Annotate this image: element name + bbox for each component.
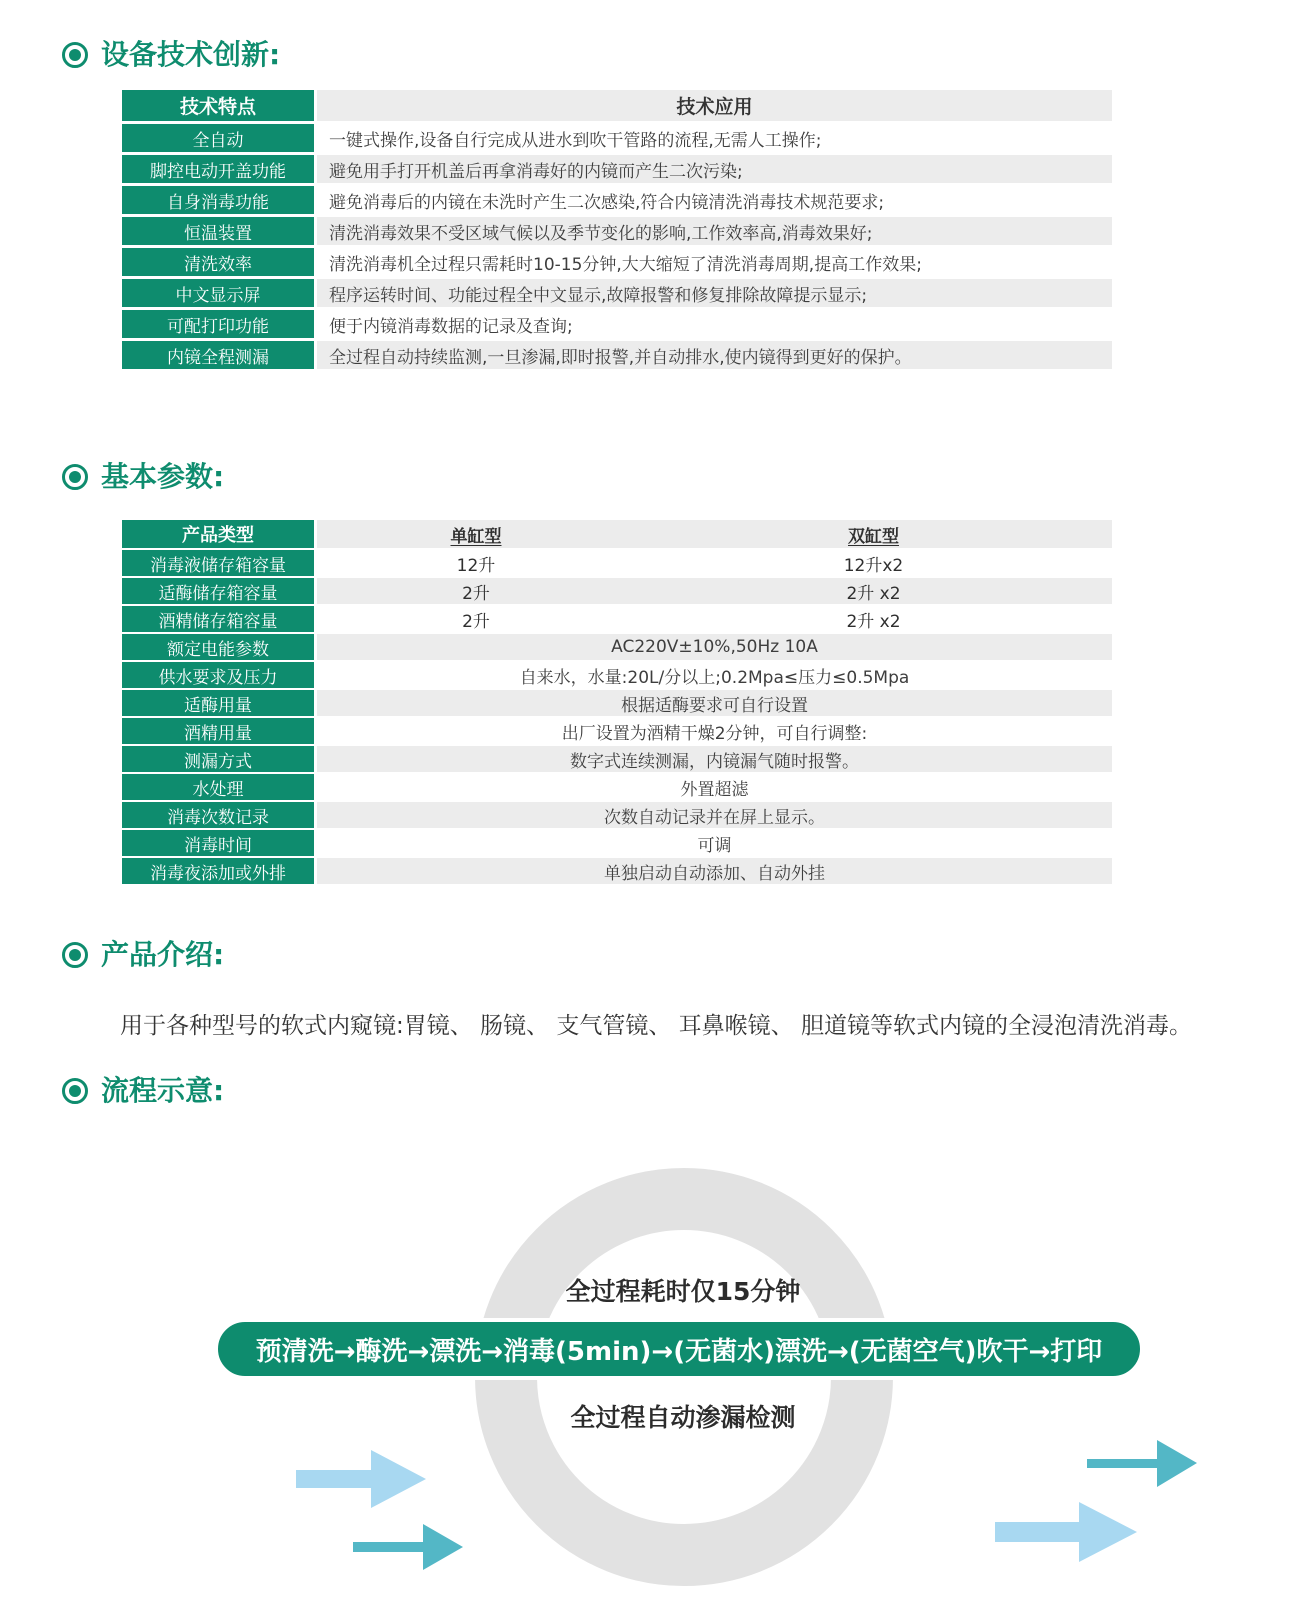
application-header-cell: 技术应用 <box>317 90 1112 121</box>
application-cell: 便于内镜消毒数据的记录及查询; <box>317 310 1112 338</box>
section-bullet-icon <box>62 1078 88 1104</box>
shared-value-cell: 自来水，水量:20L/分以上;0.2Mpa≤压力≤0.5Mpa <box>519 667 910 688</box>
single-tank-header-cell: 单缸型 <box>450 526 502 547</box>
parameter-row <box>122 634 1112 660</box>
application-cell: 避免消毒后的内镜在未洗时产生二次感染,符合内镜清洗消毒技术规范要求; <box>317 186 1112 214</box>
application-cell: 一键式操作,设备自行完成从进水到吹干管路的流程,无需人工操作; <box>317 124 1112 152</box>
parameter-values <box>317 718 1112 744</box>
parameter-label-cell: 测漏方式 <box>122 746 314 772</box>
parameters-table-header <box>122 520 1112 548</box>
section-heading-process <box>62 1076 224 1107</box>
section-bullet-icon <box>62 464 88 490</box>
innovation-row <box>122 155 1112 183</box>
parameter-row <box>122 830 1112 856</box>
feature-cell: 自身消毒功能 <box>122 186 314 214</box>
feature-header-cell: 技术特点 <box>122 90 314 121</box>
section-title-innovation: 设备技术创新: <box>101 38 281 71</box>
parameter-row <box>122 606 1112 632</box>
parameter-row <box>122 550 1112 576</box>
application-cell: 清洗消毒效果不受区域气候以及季节变化的影响,工作效率高,消毒效果好; <box>317 217 1112 245</box>
parameter-row <box>122 662 1112 688</box>
shared-value-cell: 根据适酶要求可自行设置 <box>621 695 808 716</box>
shared-value-cell: 次数自动记录并在屏上显示。 <box>604 807 825 828</box>
shared-value-cell: AC220V±10%,50Hz 10A <box>611 637 818 657</box>
arrow-right-icon <box>296 1450 426 1508</box>
feature-cell: 脚控电动开盖功能 <box>122 155 314 183</box>
double-tank-value-cell: 2升 x2 <box>846 611 901 632</box>
parameter-label-cell: 适酶储存箱容量 <box>122 578 314 604</box>
parameter-values <box>317 802 1112 828</box>
parameter-label-cell: 消毒时间 <box>122 830 314 856</box>
parameter-label-cell: 酒精储存箱容量 <box>122 606 314 632</box>
innovation-row <box>122 124 1112 152</box>
process-leak-detection-text: 全过程自动渗漏检测 <box>570 1403 796 1432</box>
parameter-row <box>122 858 1112 884</box>
shared-value-cell: 外置超滤 <box>680 779 749 800</box>
double-tank-value-cell: 12升x2 <box>843 555 904 576</box>
process-duration-text: 全过程耗时仅15分钟 <box>565 1277 801 1306</box>
feature-cell: 清洗效率 <box>122 248 314 276</box>
parameter-values <box>317 634 1112 660</box>
double-tank-header-cell: 双缸型 <box>848 526 899 547</box>
parameter-label-cell: 额定电能参数 <box>122 634 314 660</box>
parameters-header-values <box>317 520 1112 548</box>
arrow-right-icon <box>1087 1440 1197 1487</box>
shared-value-cell: 出厂设置为酒精干燥2分钟，可自行调整: <box>561 723 868 744</box>
parameter-values <box>317 578 1112 604</box>
feature-cell: 恒温装置 <box>122 217 314 245</box>
shared-value-cell: 可调 <box>697 835 732 856</box>
application-cell: 避免用手打开机盖后再拿消毒好的内镜而产生二次污染; <box>317 155 1112 183</box>
parameter-label-cell: 酒精用量 <box>122 718 314 744</box>
section-heading-innovation <box>62 40 280 71</box>
parameter-row <box>122 802 1112 828</box>
parameter-label-cell: 适酶用量 <box>122 690 314 716</box>
parameter-values <box>317 550 1112 576</box>
process-steps-banner: 预清洗→酶洗→漂洗→消毒(5min)→(无菌水)漂洗→(无菌空气)吹干→打印 <box>214 1318 1144 1380</box>
application-cell: 清洗消毒机全过程只需耗时10-15分钟,大大缩短了清洗消毒周期,提高工作效果; <box>317 248 1112 276</box>
parameter-values <box>317 746 1112 772</box>
parameter-label-cell: 消毒夜添加或外排 <box>122 858 314 884</box>
parameter-values <box>317 662 1112 688</box>
application-cell: 全过程自动持续监测,一旦渗漏,即时报警,并自动排水,使内镜得到更好的保护。 <box>317 341 1112 369</box>
single-tank-value-cell: 2升 <box>462 583 490 604</box>
section-heading-introduction <box>62 940 224 971</box>
section-title-process: 流程示意: <box>101 1074 225 1107</box>
parameter-row <box>122 746 1112 772</box>
double-tank-value-cell: 2升 x2 <box>846 583 901 604</box>
parameters-table-rows <box>122 550 1112 884</box>
innovation-row <box>122 341 1112 369</box>
parameter-values <box>317 774 1112 800</box>
parameter-values <box>317 606 1112 632</box>
single-tank-value-cell: 2升 <box>462 611 490 632</box>
innovation-row <box>122 310 1112 338</box>
innovation-table-header <box>122 90 1112 121</box>
feature-cell: 中文显示屏 <box>122 279 314 307</box>
parameter-values <box>317 830 1112 856</box>
feature-cell: 全自动 <box>122 124 314 152</box>
parameter-values <box>317 690 1112 716</box>
parameter-row <box>122 718 1112 744</box>
innovation-row <box>122 279 1112 307</box>
innovation-table-rows <box>122 124 1112 369</box>
parameter-label-cell: 消毒次数记录 <box>122 802 314 828</box>
feature-cell: 内镜全程测漏 <box>122 341 314 369</box>
innovation-row <box>122 248 1112 276</box>
single-tank-value-cell: 12升 <box>456 555 496 576</box>
section-title-introduction: 产品介绍: <box>101 938 225 971</box>
arrow-right-icon <box>353 1524 463 1570</box>
arrow-right-icon <box>995 1502 1137 1562</box>
innovation-table <box>122 90 1112 372</box>
parameter-label-cell: 供水要求及压力 <box>122 662 314 688</box>
product-type-header-cell: 产品类型 <box>122 520 314 548</box>
section-title-parameters: 基本参数: <box>101 460 225 493</box>
innovation-row <box>122 217 1112 245</box>
parameter-label-cell: 消毒液储存箱容量 <box>122 550 314 576</box>
innovation-row <box>122 186 1112 214</box>
parameter-row <box>122 578 1112 604</box>
parameters-table <box>122 520 1112 886</box>
section-heading-parameters <box>62 462 224 493</box>
section-bullet-icon <box>62 42 88 68</box>
parameter-label-cell: 水处理 <box>122 774 314 800</box>
application-cell: 程序运转时间、功能过程全中文显示,故障报警和修复排除故障提示显示; <box>317 279 1112 307</box>
section-bullet-icon <box>62 942 88 968</box>
shared-value-cell: 数字式连续测漏，内镜漏气随时报警。 <box>570 751 859 772</box>
shared-value-cell: 单独启动自动添加、自动外挂 <box>604 863 825 884</box>
parameter-row <box>122 774 1112 800</box>
parameter-row <box>122 690 1112 716</box>
feature-cell: 可配打印功能 <box>122 310 314 338</box>
introduction-paragraph: 用于各种型号的软式内窥镜:胃镜、 肠镜、 支气管镜、 耳鼻喉镜、 胆道镜等软式内镜的全浸泡清洗消毒。 <box>120 1013 1192 1039</box>
parameter-values <box>317 858 1112 884</box>
